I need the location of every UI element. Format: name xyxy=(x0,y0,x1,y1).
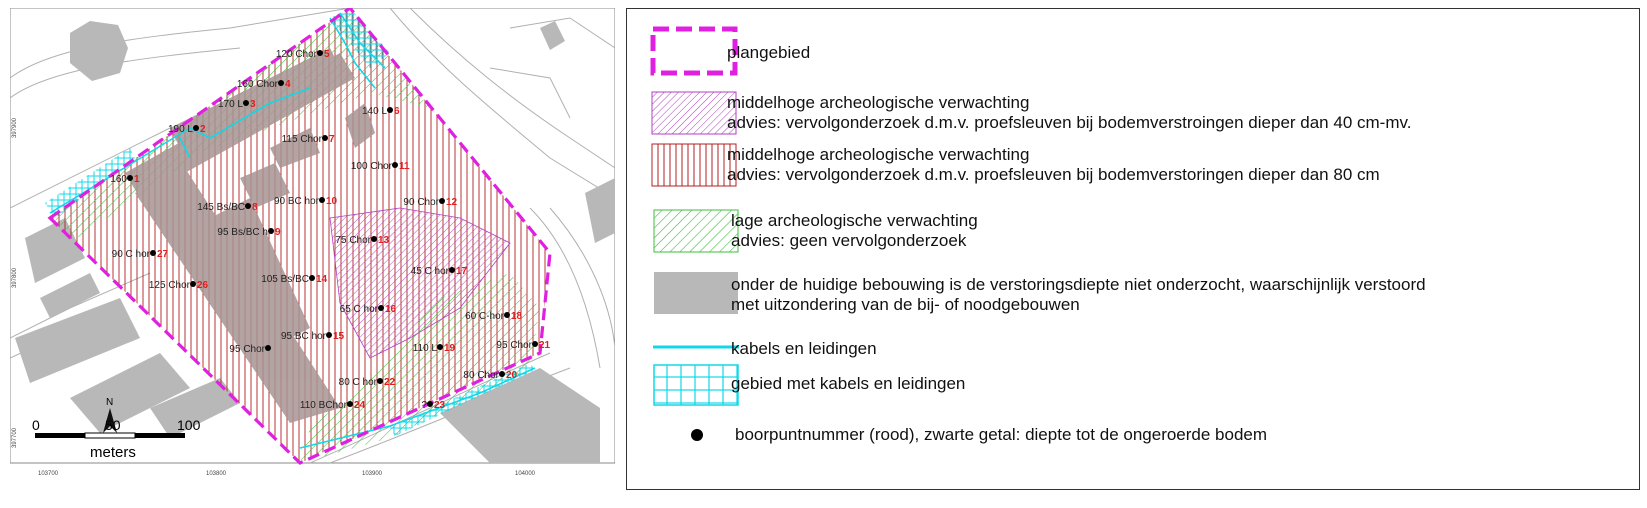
boring-point-dot xyxy=(377,378,383,384)
legend-item-kabels-area xyxy=(627,364,1639,410)
site-map xyxy=(10,8,615,498)
boring-point-depth: 95 Chor xyxy=(229,344,265,355)
boring-point-dot xyxy=(532,341,538,347)
boring-point-depth: 90 C hor xyxy=(111,249,150,260)
x-axis-label-2: 103800 xyxy=(206,471,227,477)
boring-point-depth: 190 L xyxy=(167,124,193,135)
boring-point-dot xyxy=(322,135,328,141)
boring-point-depth: 80 Chor xyxy=(463,370,499,381)
legend-item-kabels xyxy=(627,339,1639,363)
boring-point xyxy=(465,311,522,322)
boring-point-dot xyxy=(243,100,249,106)
x-axis-label-1: 103700 xyxy=(38,471,59,477)
boring-point-depth: 110 L xyxy=(412,343,437,354)
boring-point xyxy=(362,106,400,117)
boring-point-dot xyxy=(245,203,251,209)
legend-label-bebouwing-line2: met uitzondering van de bij- of noodgebouwen xyxy=(731,295,1080,314)
legend-item-middelhoog-80 xyxy=(627,143,1639,189)
boring-point-dot xyxy=(378,305,384,311)
boring-point-dot xyxy=(317,50,323,56)
boring-point-number: 7 xyxy=(329,134,335,145)
boring-point xyxy=(351,161,410,172)
north-label: N xyxy=(106,397,114,408)
boring-point xyxy=(411,266,468,277)
boring-point-number: 2 xyxy=(200,124,206,135)
boring-point-number: 16 xyxy=(385,304,397,315)
red-vertical-hatch-icon xyxy=(651,143,737,187)
boring-point-dot xyxy=(278,80,284,86)
boring-point-number: 13 xyxy=(378,235,390,246)
purple-hatch-icon xyxy=(651,91,737,135)
boring-point-depth: 100 Chor xyxy=(350,161,392,172)
boring-point-dot xyxy=(439,198,445,204)
boring-point xyxy=(339,377,396,388)
boring-point-depth: ? xyxy=(421,400,427,411)
boring-point-depth: 140 L xyxy=(361,106,387,117)
boring-point-dot xyxy=(449,267,455,273)
black-dot-icon xyxy=(689,427,705,443)
boring-point xyxy=(421,400,445,411)
boring-point-depth: 110 BChor xyxy=(299,400,347,411)
boring-point-number: 23 xyxy=(434,400,446,411)
boring-point-number: 21 xyxy=(539,340,551,351)
boring-point xyxy=(413,343,456,354)
boring-point-number: 19 xyxy=(444,343,456,354)
boring-point-number: 14 xyxy=(316,274,328,285)
boring-point-dot xyxy=(499,371,505,377)
boring-point-dot xyxy=(504,312,510,318)
boring-point-dot xyxy=(127,175,133,181)
map-panel xyxy=(10,8,615,498)
cyan-grid-icon xyxy=(653,364,739,406)
boring-point-number: 27 xyxy=(157,249,169,260)
boring-point-number: 1 xyxy=(134,174,140,185)
boring-point-dot xyxy=(387,107,393,113)
boring-point-depth: 75 Chor xyxy=(335,235,371,246)
boring-point-dot xyxy=(427,401,433,407)
legend-label-middelhoog-80-advice: advies: vervolgonderzoek d.m.v. proefsleuven bij bodemverstoringen dieper dan 80 cm xyxy=(727,165,1380,184)
boring-point-number: 24 xyxy=(354,400,366,411)
boring-point-dot xyxy=(268,228,274,234)
y-axis-label-1: 397900 xyxy=(12,117,18,138)
boring-point xyxy=(110,174,140,185)
boring-point-depth: 60 C-hor xyxy=(465,311,504,322)
scale-tick-0: 0 xyxy=(32,417,40,433)
boring-point xyxy=(274,196,338,207)
legend-label-laag-title: lage archeologische verwachting xyxy=(731,211,978,230)
boring-point-depth: 45 C hor xyxy=(410,266,449,277)
cyan-line-icon xyxy=(653,343,739,353)
boring-point-depth: 170 L xyxy=(217,99,243,110)
boring-point xyxy=(218,99,256,110)
boring-point-dot xyxy=(437,344,443,350)
scale-tick-50: 50 xyxy=(105,417,121,433)
boring-point-dot xyxy=(309,275,315,281)
legend-label-middelhoog-40-title: middelhoge archeologische verwachting xyxy=(727,93,1030,112)
boring-point-depth: 120 Chor xyxy=(275,49,317,60)
boring-point-depth: 145 Bs/BC xyxy=(197,202,245,213)
legend-label-kabels: kabels en leidingen xyxy=(731,339,877,358)
boring-point-dot xyxy=(193,125,199,131)
boring-point-depth: 160 Chor xyxy=(236,79,278,90)
boring-point-number: 6 xyxy=(394,106,400,117)
boring-point xyxy=(496,340,550,351)
boring-point-depth: 105 Bs/BC xyxy=(261,274,309,285)
boring-point-number: 12 xyxy=(446,197,458,208)
boring-point-number: 10 xyxy=(326,196,338,207)
boring-point-depth: 80 C hor xyxy=(338,377,377,388)
plangebied-dashed-outline-icon xyxy=(649,25,739,77)
boring-point-dot xyxy=(319,197,325,203)
boring-point xyxy=(112,249,169,260)
grey-fill-icon xyxy=(653,271,739,315)
boring-point xyxy=(340,304,397,315)
boring-point-depth: 95 Bs/BC h xyxy=(217,227,268,238)
scale-unit: meters xyxy=(90,444,136,461)
boring-point xyxy=(168,124,206,135)
y-axis-label-2: 397800 xyxy=(12,267,18,288)
boring-point-dot xyxy=(392,162,398,168)
boring-point-number: 8 xyxy=(252,202,258,213)
boring-point-depth: 95 Chor xyxy=(496,340,532,351)
legend-label-kabels-area: gebied met kabels en leidingen xyxy=(731,374,966,393)
green-hatch-icon xyxy=(653,209,739,253)
boring-point xyxy=(229,344,271,355)
boring-point xyxy=(463,370,517,381)
boring-point-number: 11 xyxy=(399,161,410,172)
boring-point xyxy=(300,400,366,411)
boring-point xyxy=(403,197,457,208)
legend-item-middelhoog-40 xyxy=(627,91,1639,137)
legend-label-laag-advice: advies: geen vervolgonderzoek xyxy=(731,231,967,250)
boring-point-number: 15 xyxy=(333,331,345,342)
boring-point-number: 5 xyxy=(324,49,330,60)
legend-label-middelhoog-80-title: middelhoge archeologische verwachting xyxy=(727,145,1030,164)
boring-point xyxy=(281,331,345,342)
legend-item-bebouwing xyxy=(627,271,1639,317)
legend-label-bebouwing-line1: onder de huidige bebouwing is de verstoringsdiepte niet onderzocht, waarschijnlijk verstoord xyxy=(731,275,1426,294)
boring-point-number: 26 xyxy=(197,280,209,291)
boring-point-number: 22 xyxy=(384,377,396,388)
boring-point xyxy=(261,274,327,285)
x-axis-label-4: 104000 xyxy=(515,471,536,477)
boring-point xyxy=(149,280,209,291)
boring-point-number: 18 xyxy=(511,311,523,322)
boring-point-depth: 90 BC hor xyxy=(273,196,319,207)
legend-item-plangebied xyxy=(627,23,1639,79)
boring-point-dot xyxy=(190,281,196,287)
scale-tick-100: 100 xyxy=(177,417,201,433)
boring-point xyxy=(335,235,389,246)
boring-point-number: 17 xyxy=(456,266,468,277)
boring-point-dot xyxy=(150,250,156,256)
boring-point-dot xyxy=(265,345,271,351)
boring-point-depth: 95 BC hor xyxy=(280,331,326,342)
boring-point-number: 9 xyxy=(275,227,281,238)
boring-point-number: 20 xyxy=(506,370,518,381)
boring-point-depth: 160 xyxy=(110,174,127,185)
boring-point-depth: 65 C hor xyxy=(339,304,378,315)
boring-point-depth: 115 Chor xyxy=(281,134,322,145)
legend-item-laag xyxy=(627,209,1639,255)
y-axis-label-3: 397700 xyxy=(12,427,18,448)
legend-label-plangebied: plangebied xyxy=(727,43,811,62)
boring-point-dot xyxy=(326,332,332,338)
legend-item-boorpunt xyxy=(627,423,1639,453)
legend-panel xyxy=(626,8,1640,490)
boring-point-dot xyxy=(371,236,377,242)
boring-point-dot xyxy=(347,401,353,407)
boring-point-number: 4 xyxy=(285,79,291,90)
boring-point-number: 3 xyxy=(250,99,256,110)
x-axis-label-3: 103900 xyxy=(362,471,383,477)
boring-point-depth: 125 Chor xyxy=(148,280,190,291)
legend-label-middelhoog-40-advice: advies: vervolgonderzoek d.m.v. proefsleuven bij bodemverstroingen dieper dan 40 cm-mv. xyxy=(727,113,1412,132)
boring-point-depth: 90 Chor xyxy=(403,197,439,208)
legend-label-boorpunt: boorpuntnummer (rood), zwarte getal: diepte tot de ongeroerde bodem xyxy=(735,425,1268,444)
